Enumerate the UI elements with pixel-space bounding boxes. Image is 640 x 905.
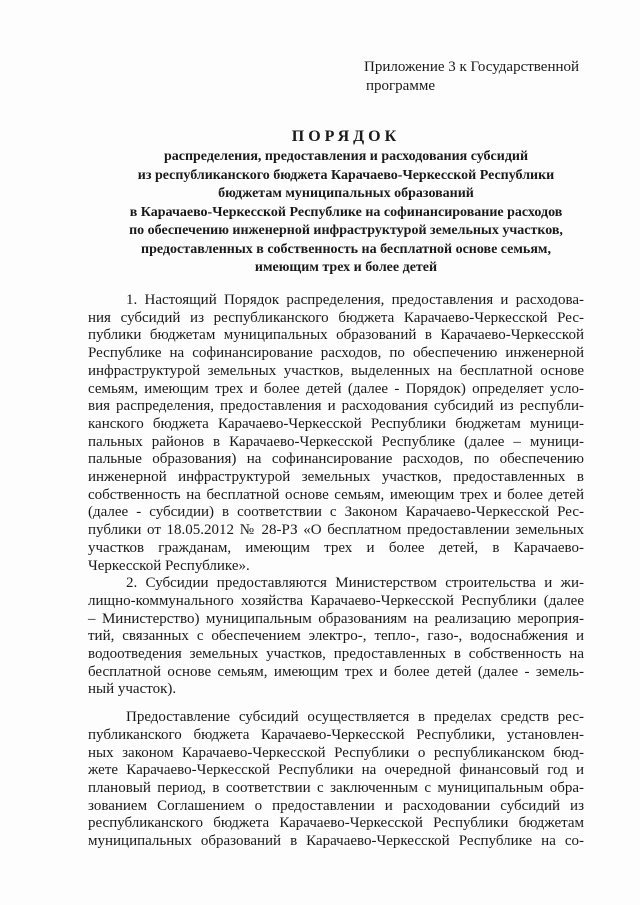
title-line: распределения, предоставления и расходования субсидий [163,149,529,164]
title-line: в Карачаево-Черкесской Республике на софинансирование расходов [129,204,563,220]
appendix-note [364,58,604,96]
paragraph-3-line: республиканского бюджета Карачаево-Черкесской Республики бюджетам [88,815,584,832]
title-line: предоставленных в собственность на бесплатной основе семьям, [141,241,551,257]
paragraph-spacer [88,699,584,709]
paragraph-2-line: 2. Субсидии предоставляются Министерством строительства и жи- [126,575,584,592]
appendix-line-2: программе [366,78,435,94]
paragraph-1-line: семьям, имеющим трех и более детей (далее - Порядок) определяет усло- [88,380,584,397]
paragraph-1-line: инженерной инфраструктурой земельных участков, предоставленных в [88,469,584,486]
paragraph-2-line: водоотведения земельных участков, предоставленных в собственность на [88,646,584,663]
title-line: бюджетам муниципальных образований [218,186,474,201]
paragraph-2-line: лищно-коммунального хозяйства Карачаево-Черкесской Республики (далее [88,592,584,609]
appendix-line-1: Приложение 3 к Государственной [364,59,580,75]
document-body [88,292,584,851]
paragraph-1-line: ния субсидий из республиканского бюджета Карачаево-Черкесской Рес- [88,309,584,326]
paragraph-3-line: Предоставление субсидий осуществляется в пределах средств рес- [126,709,584,726]
paragraph-1-line: канского бюджета Карачаево-Черкесской Республики бюджетам муници- [88,415,584,432]
paragraph-3-line: зованием Соглашением о предоставлении и расходовании субсидий из [88,797,584,814]
paragraph-1-line: инфраструктурой земельных участков, выделенных на бесплатной основе [88,362,584,379]
title-heading: ПОРЯДОК [291,128,401,145]
paragraph-1-line: участков гражданам, имеющим трех и более детей, в Карачаево- [88,539,584,556]
paragraph-3-line: публиканского бюджета Карачаево-Черкесской Республики, установлен- [88,726,584,743]
paragraph-3-line: муниципальных образований в Карачаево-Черкесской Республике на со- [88,833,584,850]
paragraph-1-line: публики бюджетам муниципальных образований в Карачаево-Черкесской [88,327,584,344]
paragraph-1-line: пальные образования) на софинансирование расходов, по обеспечению [88,451,584,468]
paragraph-2-line: ный участок). [88,681,177,698]
paragraph-3-line: жете Карачаево-Черкесской Республики на очередной финансовый год и [88,762,584,779]
paragraph-3-line: ных законом Карачаево-Черкесской Республики о республиканском бюд- [88,744,584,761]
paragraph-2-line: бесплатной основе семьям, имеющим трех и более детей (далее - земель- [88,663,584,680]
document-title [96,126,596,278]
paragraph-2-line: тий, связанных с обеспечением электро-, тепло-, газо-, водоснабжения и [88,628,584,645]
paragraph-1-line: Республике на софинансирование расходов, по обеспечению инженерной [88,345,584,362]
paragraph-2-line: – Министерство) муниципальным образованиям на реализацию мероприя- [88,610,584,627]
title-line: из республиканского бюджета Карачаево-Черкесской Республики [137,167,555,183]
title-line: по обеспечению инженерной инфраструктурой земельных участков, [129,223,563,238]
paragraph-1-line: вия распределения, предоставления и расходования субсидий из республи- [88,398,584,415]
paragraph-1-line: Черкесской Республике». [88,557,250,574]
paragraph-1-line: публики от 18.05.2012 № 28-РЗ «О бесплатном предоставлении земельных [88,522,584,539]
paragraph-1-line: 1. Настоящий Порядок распределения, предоставления и расходова- [126,292,584,308]
paragraph-1-line: (далее - субсидии) в соответствии с Законом Карачаево-Черкесской Рес- [88,504,584,521]
paragraph-1-line: пальных районов в Карачаево-Черкесской Республике (далее – муници- [88,433,584,450]
paragraph-3-line: плановый период, в соответствии с заключенным с муниципальным обра- [88,779,584,796]
paragraph-1-line: собственность на бесплатной основе семьям, имеющим трех и более детей [88,486,584,503]
title-line: имеющим трех и более детей [254,260,438,275]
